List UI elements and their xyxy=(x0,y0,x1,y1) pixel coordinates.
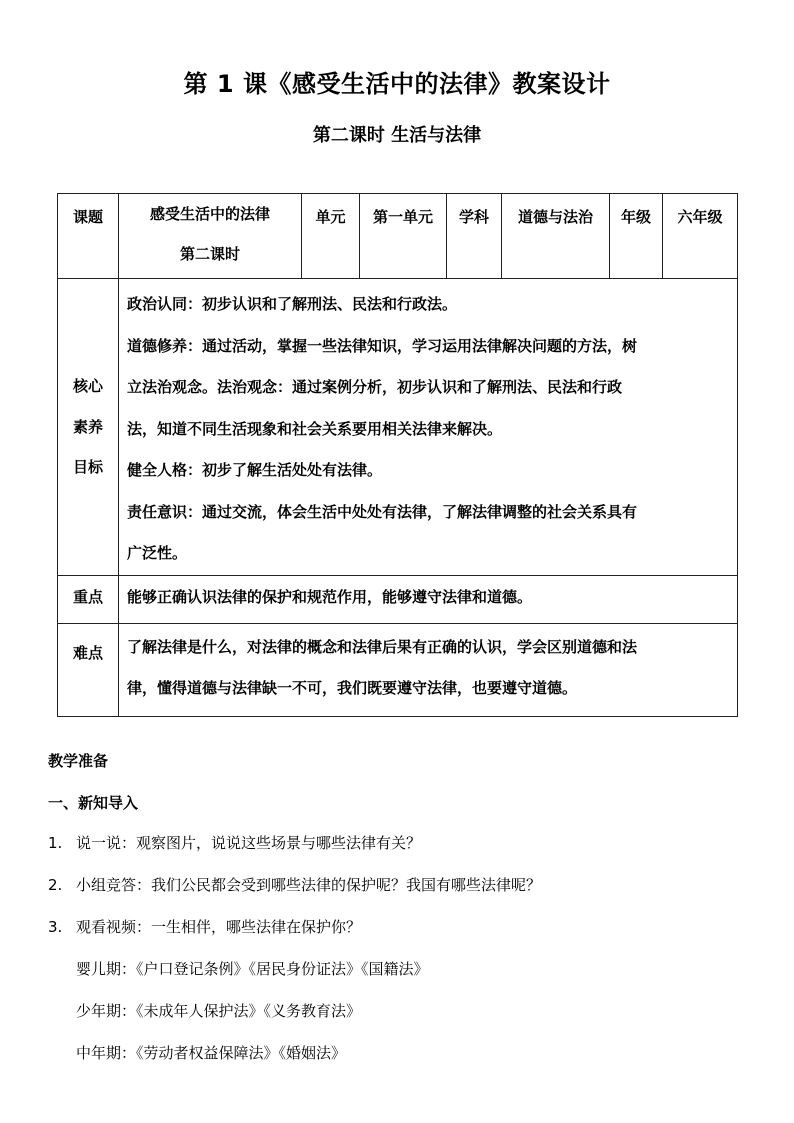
activity-list xyxy=(48,822,768,1074)
sub-list-item: 少年期：《未成年人保护法》《义务教育法》 xyxy=(76,1002,362,1020)
difficulty-line: 律，懂得道德与法律缺一不可，我们既要遵守法律，也要遵守道德。 xyxy=(127,678,578,697)
topic-value-line1: 感受生活中的法律 xyxy=(149,205,270,223)
topic-value-line2: 第二课时 xyxy=(179,245,240,263)
difficulty-label: 难点 xyxy=(58,623,119,716)
key-point-text: 能够正确认识法律的保护和规范作用，能够遵守法律和道德。 xyxy=(119,575,738,623)
core-goal-line: 政治认同：初步认识和了解刑法、民法和行政法。 xyxy=(127,295,458,313)
core-goal-line: 责任意识：通过交流，体会生活中处处有法律，了解法律调整的社会关系具有 xyxy=(127,502,638,521)
difficulty-text xyxy=(119,623,738,716)
key-point-row xyxy=(58,575,738,623)
document-title: 第 1 课《感受生活中的法律》教案设计 xyxy=(183,70,611,98)
section-new-knowledge: 一、新知导入 xyxy=(48,794,139,812)
subject-value: 道德与法治 xyxy=(502,194,610,279)
topic-value xyxy=(119,194,302,279)
topic-label: 课题 xyxy=(58,194,119,279)
unit-label: 单元 xyxy=(302,194,360,279)
core-goals-text xyxy=(119,279,738,576)
core-goal-line: 健全人格：初步了解生活处处有法律。 xyxy=(127,461,383,479)
grade-label: 年级 xyxy=(610,194,663,279)
key-point-label: 重点 xyxy=(58,575,119,623)
sub-list-item: 中年期：《劳动者权益保障法》《婚姻法》 xyxy=(76,1044,347,1062)
subject-label: 学科 xyxy=(447,194,502,279)
core-goal-line: 道德修养：通过活动，掌握一些法律知识，学习运用法律解决问题的方法，树 xyxy=(127,336,638,355)
difficulty-row xyxy=(58,623,738,716)
list-item: 3. 观看视频：一生相伴，哪些法律在保护你？ xyxy=(48,918,362,936)
list-item: 1. 说一说：观察图片，说说这些场景与哪些法律有关？ xyxy=(48,834,422,852)
core-goal-line: 法，知道不同生活现象和社会关系要用相关法律来解决。 xyxy=(127,419,503,438)
core-goals-row xyxy=(58,279,738,576)
core-goal-line: 立法治观念。法治观念：通过案例分析，初步认识和了解刑法、民法和行政 xyxy=(127,378,623,396)
prep-heading: 教学准备 xyxy=(48,752,109,770)
unit-value: 第一单元 xyxy=(360,194,447,279)
difficulty-line: 了解法律是什么，对法律的概念和法律后果有正确的认识，学会区别道德和法 xyxy=(127,637,638,656)
grade-value: 六年级 xyxy=(663,194,738,279)
sub-list-item: 婴儿期：《户口登记条例》《居民身份证法》《国籍法》 xyxy=(76,960,429,978)
lesson-plan-table xyxy=(57,193,738,717)
list-item: 2. 小组竞答：我们公民都会受到哪些法律的保护呢？我国有哪些法律呢？ xyxy=(48,876,542,894)
table-header-row xyxy=(58,194,738,279)
document-subtitle: 第二课时 生活与法律 xyxy=(312,125,482,146)
core-goal-line: 广泛性。 xyxy=(127,544,188,562)
core-goals-label: 核心 素养 目标 xyxy=(58,279,119,576)
